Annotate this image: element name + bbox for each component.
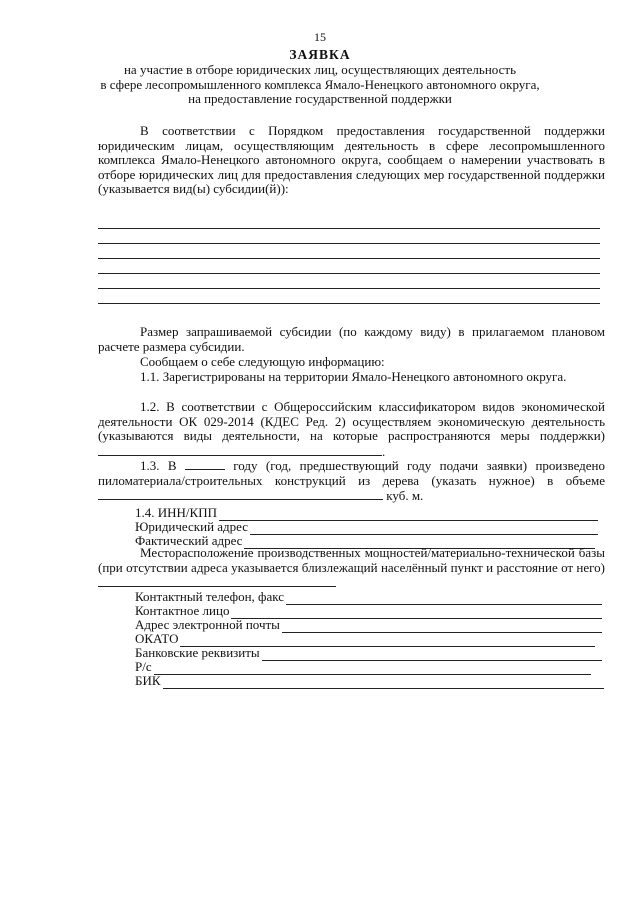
email-label: Адрес электронной почты [135, 617, 280, 632]
bank-input[interactable] [262, 649, 602, 661]
document-subtitle [0, 63, 640, 107]
subtitle-line: на предоставление государственной поддержки [188, 91, 452, 106]
actual-address-label: Фактический адрес [135, 533, 243, 548]
page-number: 15 [314, 30, 326, 44]
subtitle-line: в сфере лесопромышленного комплекса Ямало-Ненецкого автономного округа, [100, 76, 540, 92]
item-1-2-end: . [382, 443, 386, 459]
location-field [98, 546, 605, 591]
inn-kpp-input[interactable] [219, 509, 598, 521]
phone-input[interactable] [286, 593, 602, 605]
bik-label: БИК [135, 673, 161, 688]
subtitle-line: на участие в отборе юридических лиц, осуществляющих деятельность [123, 62, 517, 77]
item-1-3 [98, 458, 605, 504]
inn-kpp-label: 1.4. ИНН/КПП [135, 505, 217, 520]
activity-types-input[interactable] [98, 444, 382, 456]
item-1-2 [98, 400, 605, 459]
document-title: ЗАЯВКА [289, 47, 351, 62]
location-label: Месторасположение производственных мощностей/материально-технической базы (при отсутствии адреса указывается близлежащий населённый пункт и расстояние от него) [98, 545, 605, 575]
subsidy-type-lines[interactable] [98, 214, 600, 304]
okato-label: ОКАТО [135, 631, 179, 646]
item-1-1: 1.1. Зарегистрированы на территории Ямало-Ненецкого автономного округа. [140, 369, 567, 384]
account-label: Р/с [135, 659, 152, 674]
subsidy-size-paragraph: Размер запрашиваемой субсидии (по каждому виду) в прилагаемом плановом расчете размера субсидии. [98, 324, 605, 354]
email-input[interactable] [282, 621, 602, 633]
legal-address-label: Юридический адрес [135, 519, 249, 534]
bank-label: Банковские реквизиты [135, 645, 260, 660]
blank-line[interactable] [98, 229, 600, 244]
item-1-2-text: 1.2. В соответствии с Общероссийским классификатором видов экономической деятельности ОК 029-2014 (КДЕС Ред. 2) осуществляем экономическую деятельность (указываются виды деятельности, на которые распространяются меры поддержки) [98, 399, 605, 444]
email-field [135, 618, 602, 633]
blank-line[interactable] [98, 244, 600, 259]
account-field [135, 660, 591, 675]
blank-line[interactable] [98, 214, 600, 229]
item-1-3-start: 1.3. В [140, 458, 177, 473]
item-1-3-text: году (год, предшествующий году подачи заявки) произведено пиломатериала/строительных конструкций из дерева (указать нужное) в объеме [98, 458, 606, 488]
item-1-3-unit: куб. м. [386, 488, 424, 504]
intro-paragraph: В соответствии с Порядком предоставления государственной поддержки юридическим лицам, осуществляющим деятельность в сфере лесопромышленного комплекса Ямало-Ненецкого автономного округа, сообщаем о намерении участвовать в отборе юридических лиц для предоставления следующих мер государственной поддержки (указывается вид(ы) субсидии(й)): [98, 123, 605, 197]
blank-line[interactable] [98, 274, 600, 289]
bik-field [135, 674, 604, 689]
blank-line[interactable] [98, 259, 600, 274]
contact-label: Контактное лицо [135, 603, 230, 618]
volume-input[interactable] [98, 488, 383, 500]
bank-field [135, 646, 602, 661]
legal-address-input[interactable] [250, 523, 598, 535]
account-input[interactable] [154, 663, 591, 675]
contact-input[interactable] [231, 607, 602, 619]
phone-label: Контактный телефон, факс [135, 589, 285, 604]
location-input[interactable] [98, 575, 336, 587]
bik-input[interactable] [163, 677, 604, 689]
info-intro: Сообщаем о себе следующую информацию: [140, 354, 385, 369]
blank-line[interactable] [98, 289, 600, 304]
year-input[interactable] [185, 458, 225, 470]
